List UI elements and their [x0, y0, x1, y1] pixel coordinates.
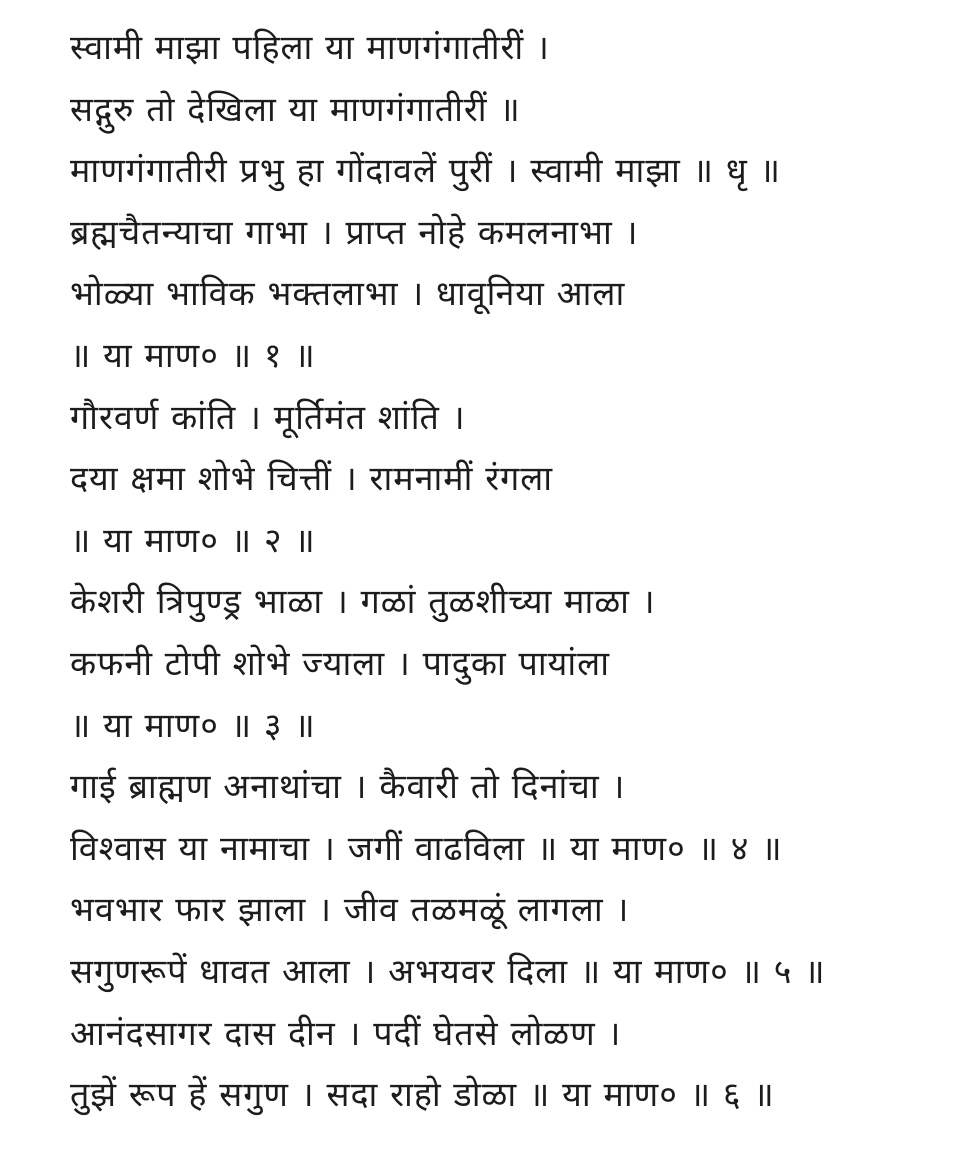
poem-line: दया क्षमा शोभे चित्तीं । रामनामीं रंगला: [70, 459, 554, 500]
poem-line: स्वामी माझा पहिला या माणगंगातीरीं ।: [70, 28, 550, 68]
poem-refrain: ॥ या माण० ॥ २ ॥: [70, 520, 316, 561]
poem-line: माणगंगातीरी प्रभु हा गोंदावलें पुरीं । स्वामी माझा ॥ धृ ॥: [70, 151, 781, 192]
poem-text: [70, 18, 930, 1127]
poem-line: विश्वास या नामाचा । जगीं वाढविला ॥ या माण० ॥ ४ ॥: [70, 828, 783, 869]
poem-line: भवभार फार झाला । जीव तळमळूं लागला ।: [70, 890, 630, 931]
poem-line: ब्रह्मचैतन्याचा गाभा । प्राप्त नोहे कमलनाभा ।: [70, 212, 639, 253]
poem-line: सगुणरूपें धावत आला । अभयवर दिला ॥ या माण० ॥ ५ ॥: [70, 951, 826, 992]
poem-line: कफनी टोपी शोभे ज्याला । पादुका पायांला: [70, 643, 611, 684]
poem-line: तुझें रूप हें सगुण । सदा राहो डोळा ॥ या माण० ॥ ६ ॥: [70, 1075, 775, 1116]
poem-line: केशरी त्रिपुण्ड्र भाळा । गळां तुळशीच्या माळा ।: [70, 582, 656, 623]
poem-refrain: ॥ या माण० ॥ १ ॥: [70, 335, 316, 376]
poem-line: गाई ब्राह्मण अनाथांचा । कैवारी तो दिनांचा ।: [70, 767, 626, 808]
poem-refrain: ॥ या माण० ॥ ३ ॥: [70, 705, 316, 746]
poem-line: आनंदसागर दास दीन । पदीं घेतसे लोळण ।: [70, 1013, 622, 1054]
poem-line: भोळ्या भाविक भक्तलाभा । धावूनिया आला: [70, 274, 626, 315]
poem-line: सद्गुरु तो देखिला या माणगंगातीरीं ॥: [70, 89, 521, 130]
poem-line: गौरवर्ण कांति । मूर्तिमंत शांति ।: [70, 397, 466, 438]
